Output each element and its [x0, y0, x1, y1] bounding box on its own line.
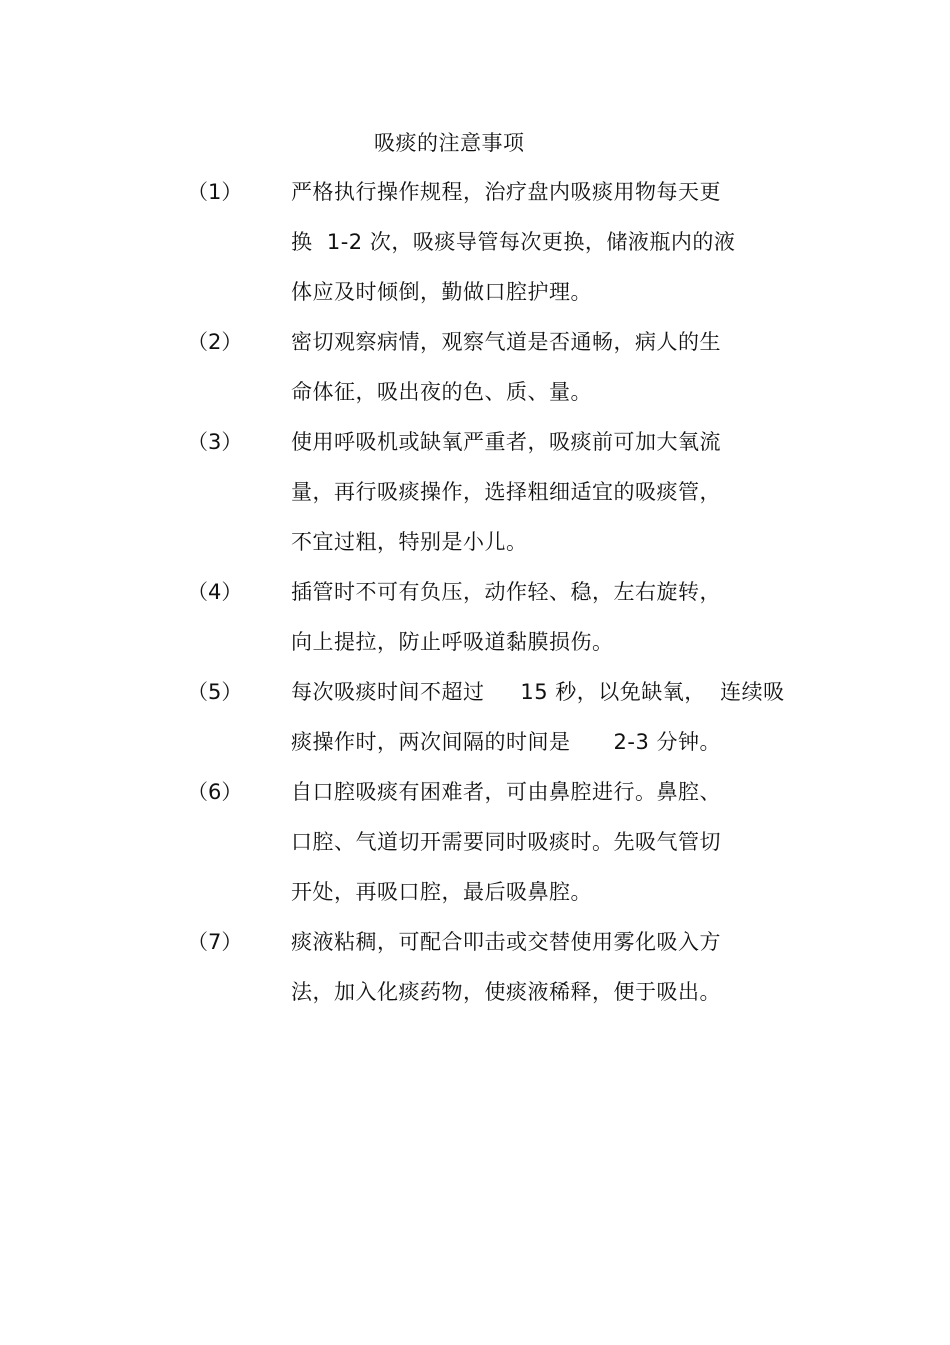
item-text-line: 换 1-2 次，吸痰导管每次更换，储液瓶内的液 — [291, 230, 736, 254]
item-text-line: 痰液粘稠，可配合叩击或交替使用雾化吸入方 — [291, 930, 721, 954]
item-text-line: 使用呼吸机或缺氧严重者，吸痰前可加大氧流 — [291, 430, 721, 454]
item-text-line: 法，加入化痰药物，使痰液稀释，便于吸出。 — [291, 980, 721, 1004]
item-text-line: 插管时不可有负压，动作轻、稳，左右旋转， — [291, 580, 721, 604]
item-number: （6） — [187, 780, 243, 804]
item-text-line: 密切观察病情，观察气道是否通畅，病人的生 — [291, 330, 721, 354]
item-text-line: 开处，再吸口腔，最后吸鼻腔。 — [291, 880, 592, 904]
item-text-line: 严格执行操作规程，治疗盘内吸痰用物每天更 — [291, 180, 721, 204]
item-text-line: 痰操作时，两次间隔的时间是 2-3 分钟。 — [291, 730, 722, 754]
item-text-line: 口腔、气道切开需要同时吸痰时。先吸气管切 — [291, 830, 721, 854]
item-text-line: 量，再行吸痰操作，选择粗细适宜的吸痰管， — [291, 480, 721, 504]
item-number: （4） — [187, 580, 243, 604]
item-number: （1） — [187, 180, 243, 204]
item-number: （3） — [187, 430, 243, 454]
item-text-line: 自口腔吸痰有困难者，可由鼻腔进行。鼻腔、 — [291, 780, 721, 804]
document-title: 吸痰的注意事项 — [374, 131, 525, 155]
item-text-line: 体应及时倾倒，勤做口腔护理。 — [291, 280, 592, 304]
item-text-line: 每次吸痰时间不超过 15 秒，以免缺氧， 连续吸 — [291, 680, 785, 704]
item-number: （7） — [187, 930, 243, 954]
item-text-line: 向上提拉，防止呼吸道黏膜损伤。 — [291, 630, 614, 654]
item-text-line: 不宜过粗，特别是小儿。 — [291, 530, 528, 554]
item-number: （2） — [187, 330, 243, 354]
item-number: （5） — [187, 680, 243, 704]
item-text-line: 命体征，吸出夜的色、质、量。 — [291, 380, 592, 404]
